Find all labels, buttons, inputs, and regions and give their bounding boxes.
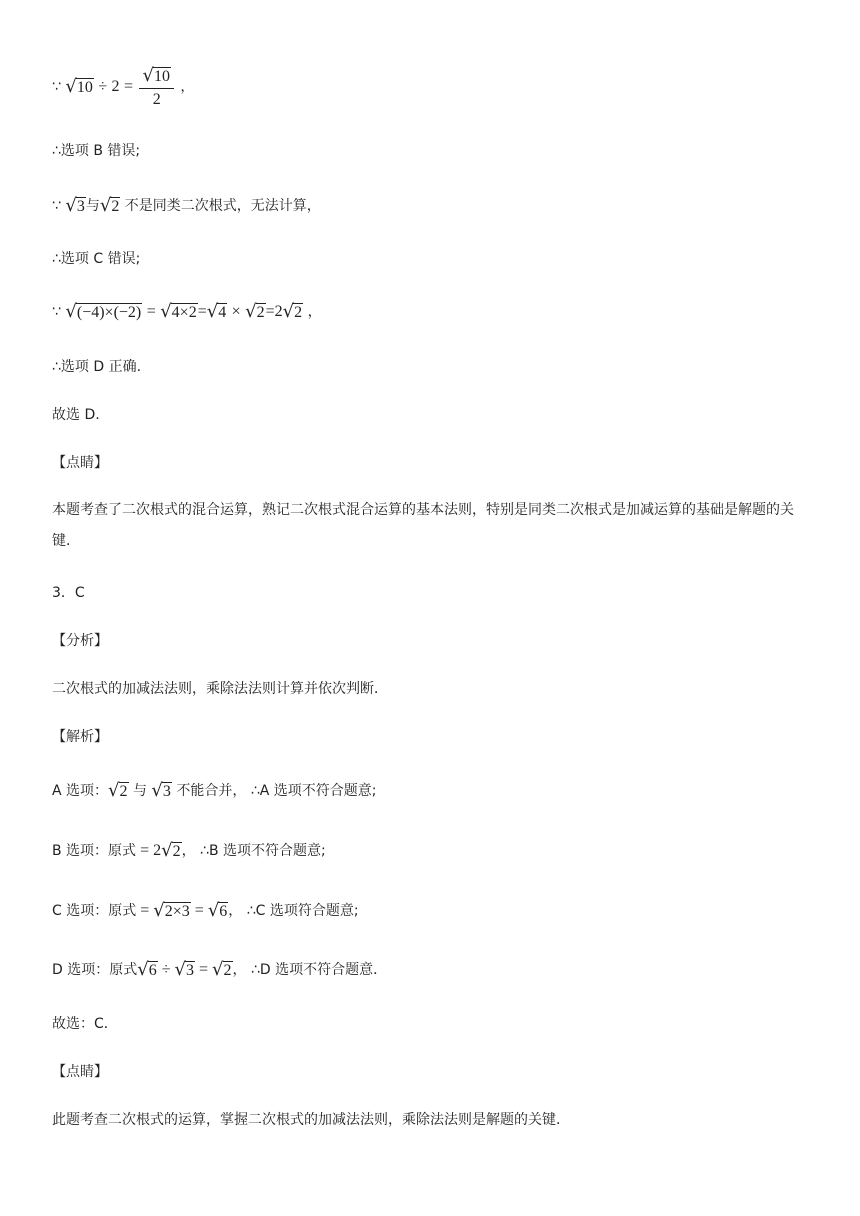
line-3-text: 不是同类二次根式，无法计算， — [124, 198, 321, 214]
sqrt-2: √2 — [108, 780, 128, 801]
because-symbol: ∵ — [52, 79, 61, 95]
sqrt-3: √3 — [65, 195, 85, 216]
sqrt-4: √4 — [206, 301, 227, 322]
final-answer: 故选：C． — [52, 1016, 118, 1032]
therefore-symbol: ∴ — [246, 903, 256, 919]
therefore-symbol: ∴ — [250, 783, 260, 799]
because-symbol: ∵ — [52, 304, 61, 320]
sqrt-2: √2 — [282, 301, 303, 322]
sqrt-3: √3 — [174, 959, 194, 980]
heading-dianjing-1: 【点睛】 — [52, 455, 108, 471]
sqrt-10: √10 — [65, 76, 93, 97]
paragraph-dianjing-1: 本题考查了二次根式的混合运算，熟记二次根式混合运算的基本法则，特别是同类二次根式是加减运算的基础是解题的关键. — [52, 502, 794, 549]
line-5-equation: ∵ √(−4)×(−2) = √4×2=√4 × √2=2√2 ， — [52, 301, 322, 322]
yu-text: 与 — [85, 198, 100, 214]
sqrt-2: √2 — [99, 195, 120, 216]
line-2: ∴选项 B 错误; — [52, 143, 141, 159]
sqrt-6: √6 — [137, 959, 157, 980]
question-3-answer: 3．C — [52, 585, 85, 601]
heading-fenxi: 【分析】 — [52, 633, 108, 649]
heading-jiexi: 【解析】 — [52, 729, 108, 745]
sqrt-2x3: √2×3 — [153, 900, 190, 921]
sqrt-3: √3 — [151, 780, 171, 801]
option-d-line: D 选项：原式√6 ÷ √3 = √2， ∴D 选项不符合题意． — [52, 957, 387, 983]
sqrt-2: √2 — [212, 959, 232, 980]
paragraph-dianjing-2: 此题考查二次根式的运算，掌握二次根式的加减法法则，乘除法法则是解题的关键． — [52, 1112, 570, 1128]
option-b-line: B 选项：原式 = 2√2， ∴B 选项不符合题意; — [52, 838, 326, 864]
paragraph-fenxi: 二次根式的加减法法则，乘除法法则计算并依次判断． — [52, 681, 388, 697]
option-a-line: A 选项：√2 与 √3 不能合并， ∴A 选项不符合题意; — [52, 778, 376, 804]
line-3 — [52, 194, 321, 218]
fraction-sqrt10-over-2: $\frac{√10}{2}$ — [139, 65, 173, 109]
option-c-line: C 选项：原式 = √2×3 = √6， ∴C 选项符合题意; — [52, 898, 359, 924]
line-4: ∴选项 C 错误; — [52, 251, 141, 267]
sqrt-product-neg: √(−4)×(−2) — [65, 301, 142, 322]
line-7: 故选 D. — [52, 407, 100, 423]
therefore-symbol: ∴ — [250, 962, 260, 978]
sqrt-4x2: √4×2 — [160, 301, 197, 322]
comma: ， — [180, 79, 195, 95]
sqrt-2: √2 — [161, 840, 181, 861]
sqrt-2: √2 — [245, 301, 265, 322]
line-6: ∴选项 D 正确. — [52, 359, 142, 375]
sqrt-6: √6 — [207, 900, 228, 921]
number-2: 2 — [111, 78, 120, 95]
equals-sign: = — [124, 78, 134, 95]
divide-sign: ÷ — [98, 78, 108, 95]
therefore-symbol: ∴ — [200, 843, 209, 859]
because-symbol: ∵ — [52, 198, 61, 214]
heading-dianjing-2: 【点睛】 — [52, 1064, 108, 1080]
line-1-equation — [52, 64, 194, 110]
